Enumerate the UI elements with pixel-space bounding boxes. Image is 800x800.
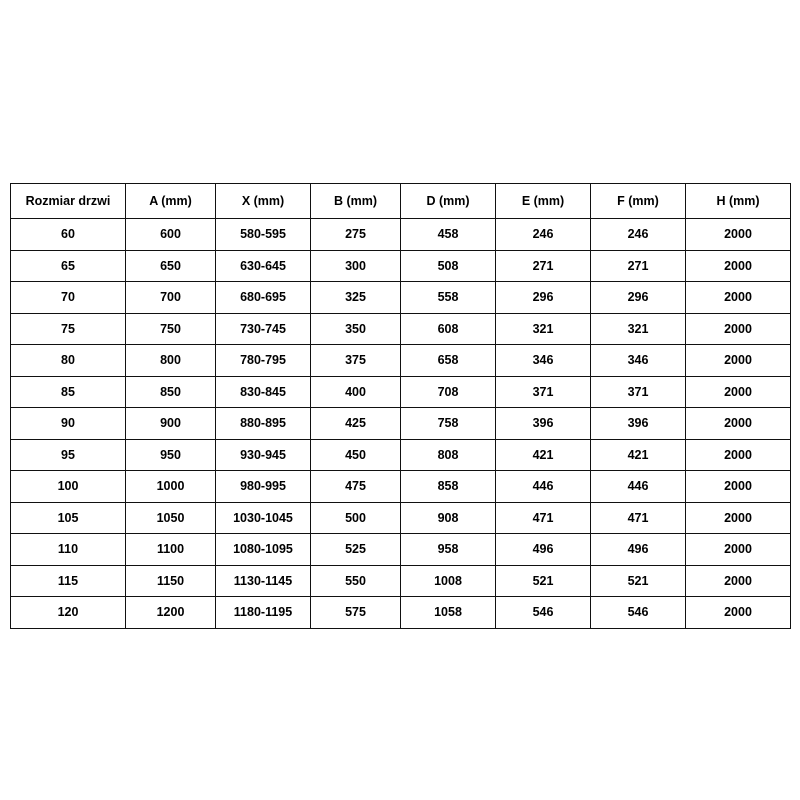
table-row bbox=[11, 282, 791, 314]
cell-x: 1180-1195 bbox=[216, 597, 311, 629]
cell-a: 900 bbox=[126, 408, 216, 440]
cell-h: 2000 bbox=[686, 408, 791, 440]
cell-size: 120 bbox=[11, 597, 126, 629]
cell-size: 60 bbox=[11, 219, 126, 251]
cell-a: 850 bbox=[126, 376, 216, 408]
cell-a: 1000 bbox=[126, 471, 216, 503]
cell-b: 425 bbox=[311, 408, 401, 440]
cell-f: 471 bbox=[591, 502, 686, 534]
cell-d: 758 bbox=[401, 408, 496, 440]
cell-e: 396 bbox=[496, 408, 591, 440]
cell-h: 2000 bbox=[686, 565, 791, 597]
cell-a: 1050 bbox=[126, 502, 216, 534]
cell-f: 446 bbox=[591, 471, 686, 503]
column-header-a: A (mm) bbox=[126, 184, 216, 219]
cell-x: 830-845 bbox=[216, 376, 311, 408]
cell-e: 271 bbox=[496, 250, 591, 282]
cell-h: 2000 bbox=[686, 502, 791, 534]
cell-size: 85 bbox=[11, 376, 126, 408]
table-row bbox=[11, 250, 791, 282]
cell-f: 321 bbox=[591, 313, 686, 345]
cell-d: 858 bbox=[401, 471, 496, 503]
table-body bbox=[11, 219, 791, 629]
cell-b: 500 bbox=[311, 502, 401, 534]
cell-h: 2000 bbox=[686, 250, 791, 282]
cell-d: 908 bbox=[401, 502, 496, 534]
cell-size: 115 bbox=[11, 565, 126, 597]
cell-e: 321 bbox=[496, 313, 591, 345]
table-row bbox=[11, 471, 791, 503]
cell-f: 296 bbox=[591, 282, 686, 314]
cell-a: 700 bbox=[126, 282, 216, 314]
cell-x: 980-995 bbox=[216, 471, 311, 503]
cell-size: 80 bbox=[11, 345, 126, 377]
cell-e: 446 bbox=[496, 471, 591, 503]
cell-h: 2000 bbox=[686, 282, 791, 314]
cell-h: 2000 bbox=[686, 313, 791, 345]
cell-e: 371 bbox=[496, 376, 591, 408]
table-row bbox=[11, 534, 791, 566]
column-header-f: F (mm) bbox=[591, 184, 686, 219]
cell-a: 1200 bbox=[126, 597, 216, 629]
table-row bbox=[11, 408, 791, 440]
cell-a: 1100 bbox=[126, 534, 216, 566]
cell-a: 600 bbox=[126, 219, 216, 251]
cell-size: 65 bbox=[11, 250, 126, 282]
cell-d: 508 bbox=[401, 250, 496, 282]
cell-b: 350 bbox=[311, 313, 401, 345]
table-row bbox=[11, 313, 791, 345]
cell-b: 275 bbox=[311, 219, 401, 251]
table-header-row bbox=[11, 184, 791, 219]
cell-h: 2000 bbox=[686, 471, 791, 503]
cell-x: 880-895 bbox=[216, 408, 311, 440]
cell-h: 2000 bbox=[686, 534, 791, 566]
cell-h: 2000 bbox=[686, 597, 791, 629]
cell-e: 471 bbox=[496, 502, 591, 534]
column-header-e: E (mm) bbox=[496, 184, 591, 219]
cell-b: 300 bbox=[311, 250, 401, 282]
cell-h: 2000 bbox=[686, 219, 791, 251]
cell-size: 70 bbox=[11, 282, 126, 314]
cell-e: 546 bbox=[496, 597, 591, 629]
cell-d: 608 bbox=[401, 313, 496, 345]
cell-d: 458 bbox=[401, 219, 496, 251]
door-size-table bbox=[10, 183, 791, 629]
cell-x: 630-645 bbox=[216, 250, 311, 282]
cell-h: 2000 bbox=[686, 345, 791, 377]
table-row bbox=[11, 439, 791, 471]
cell-h: 2000 bbox=[686, 439, 791, 471]
cell-f: 546 bbox=[591, 597, 686, 629]
cell-a: 650 bbox=[126, 250, 216, 282]
cell-size: 95 bbox=[11, 439, 126, 471]
cell-d: 1058 bbox=[401, 597, 496, 629]
table-header bbox=[11, 184, 791, 219]
cell-f: 521 bbox=[591, 565, 686, 597]
cell-a: 950 bbox=[126, 439, 216, 471]
cell-x: 1030-1045 bbox=[216, 502, 311, 534]
cell-x: 730-745 bbox=[216, 313, 311, 345]
cell-f: 396 bbox=[591, 408, 686, 440]
cell-e: 521 bbox=[496, 565, 591, 597]
cell-x: 930-945 bbox=[216, 439, 311, 471]
cell-x: 780-795 bbox=[216, 345, 311, 377]
cell-x: 680-695 bbox=[216, 282, 311, 314]
cell-d: 558 bbox=[401, 282, 496, 314]
cell-b: 375 bbox=[311, 345, 401, 377]
cell-d: 958 bbox=[401, 534, 496, 566]
cell-size: 110 bbox=[11, 534, 126, 566]
column-header-rozmiar-drzwi: Rozmiar drzwi bbox=[11, 184, 126, 219]
column-header-x: X (mm) bbox=[216, 184, 311, 219]
cell-f: 246 bbox=[591, 219, 686, 251]
column-header-h: H (mm) bbox=[686, 184, 791, 219]
cell-b: 525 bbox=[311, 534, 401, 566]
cell-size: 90 bbox=[11, 408, 126, 440]
cell-e: 346 bbox=[496, 345, 591, 377]
table-row bbox=[11, 597, 791, 629]
table-row bbox=[11, 502, 791, 534]
cell-d: 1008 bbox=[401, 565, 496, 597]
table-row bbox=[11, 219, 791, 251]
cell-e: 496 bbox=[496, 534, 591, 566]
cell-d: 808 bbox=[401, 439, 496, 471]
cell-f: 371 bbox=[591, 376, 686, 408]
cell-e: 296 bbox=[496, 282, 591, 314]
cell-x: 1130-1145 bbox=[216, 565, 311, 597]
cell-d: 658 bbox=[401, 345, 496, 377]
cell-f: 496 bbox=[591, 534, 686, 566]
table-row bbox=[11, 376, 791, 408]
table-row bbox=[11, 345, 791, 377]
cell-e: 246 bbox=[496, 219, 591, 251]
cell-b: 575 bbox=[311, 597, 401, 629]
cell-f: 346 bbox=[591, 345, 686, 377]
column-header-d: D (mm) bbox=[401, 184, 496, 219]
cell-size: 100 bbox=[11, 471, 126, 503]
cell-b: 550 bbox=[311, 565, 401, 597]
cell-f: 271 bbox=[591, 250, 686, 282]
cell-b: 400 bbox=[311, 376, 401, 408]
cell-e: 421 bbox=[496, 439, 591, 471]
cell-a: 1150 bbox=[126, 565, 216, 597]
cell-h: 2000 bbox=[686, 376, 791, 408]
column-header-b: B (mm) bbox=[311, 184, 401, 219]
cell-size: 75 bbox=[11, 313, 126, 345]
table-container bbox=[10, 183, 790, 629]
table-row bbox=[11, 565, 791, 597]
cell-f: 421 bbox=[591, 439, 686, 471]
cell-b: 325 bbox=[311, 282, 401, 314]
cell-x: 1080-1095 bbox=[216, 534, 311, 566]
cell-a: 750 bbox=[126, 313, 216, 345]
cell-b: 450 bbox=[311, 439, 401, 471]
cell-b: 475 bbox=[311, 471, 401, 503]
cell-a: 800 bbox=[126, 345, 216, 377]
cell-x: 580-595 bbox=[216, 219, 311, 251]
cell-d: 708 bbox=[401, 376, 496, 408]
cell-size: 105 bbox=[11, 502, 126, 534]
